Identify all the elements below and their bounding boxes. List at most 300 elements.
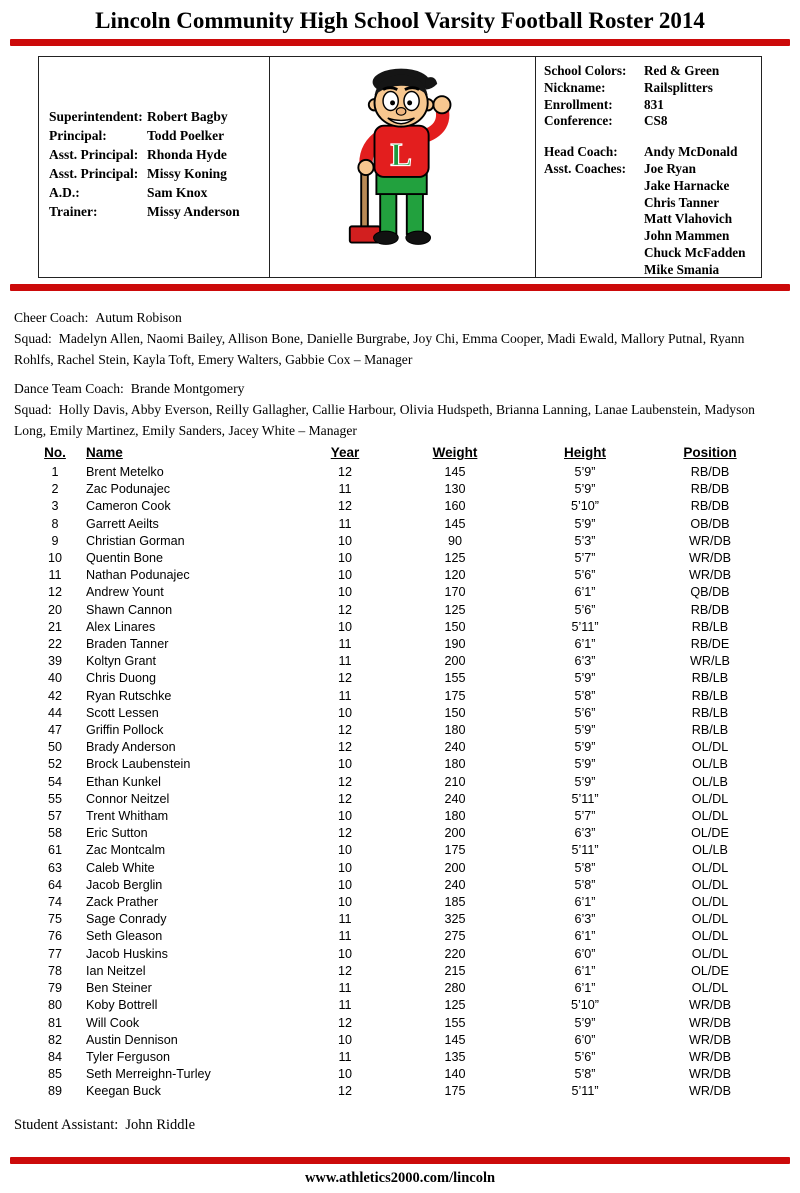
roster-cell: 140 <box>444 1067 466 1082</box>
table-row <box>30 498 800 515</box>
roster-cell: 135 <box>444 1049 466 1064</box>
roster-cell: 47 <box>47 723 62 738</box>
roster-cell: RB/DB <box>690 482 730 497</box>
info-row <box>544 97 759 114</box>
staff-row-label: Asst. Principal: <box>49 147 139 162</box>
table-row <box>30 602 800 619</box>
table-row <box>30 705 800 722</box>
staff-row-label: Principal: <box>49 128 107 143</box>
roster-cell: 275 <box>444 929 466 944</box>
table-row <box>30 739 800 756</box>
page-title: Lincoln Community High School Varsity Football Roster 2014 <box>95 8 705 33</box>
roster-cell: 11 <box>338 482 352 497</box>
roster-cell: 10 <box>337 705 352 720</box>
roster-cell: 82 <box>47 1032 62 1047</box>
staff-list <box>39 57 270 277</box>
coach-row-value: Mike Smania <box>644 261 720 277</box>
roster-cell: 5’11” <box>571 1084 599 1099</box>
roster-cell: 6’0” <box>574 946 596 961</box>
roster-header-cell <box>80 443 300 463</box>
roster-cell: 10 <box>337 619 352 634</box>
roster-cell: Chris Duong <box>86 671 156 686</box>
roster-cell: 78 <box>47 963 62 978</box>
roster-cell: RB/LB <box>691 671 729 686</box>
roster-cell: Koltyn Grant <box>86 654 156 669</box>
roster-cell: 10 <box>47 551 62 566</box>
roster-cell: 12 <box>337 723 352 738</box>
roster-cell: 11 <box>338 688 352 703</box>
cheer-section <box>14 307 780 370</box>
roster-cell: 8 <box>51 516 59 531</box>
roster-cell: WR/DB <box>689 551 731 566</box>
roster-cell: 9 <box>51 533 59 548</box>
table-row <box>30 533 800 550</box>
roster-cell: 11 <box>338 1049 352 1064</box>
coach-row <box>544 178 759 195</box>
roster-cell: 5’9” <box>574 516 596 531</box>
roster-cell: 180 <box>444 757 466 772</box>
roster-cell: WR/DB <box>689 568 731 583</box>
coach-row <box>544 161 759 178</box>
roster-cell: 155 <box>444 671 466 686</box>
roster-cell: Ryan Rutschke <box>86 688 172 703</box>
table-row <box>30 808 800 825</box>
roster-cell: Jacob Huskins <box>86 946 168 961</box>
roster-cell: 200 <box>444 654 466 669</box>
table-row <box>30 980 800 997</box>
roster-cell: 11 <box>48 568 62 583</box>
roster-cell: 5’9” <box>574 465 596 479</box>
roster-cell: Scott Lessen <box>86 705 159 720</box>
roster-cell: 10 <box>337 551 352 566</box>
coach-row-label: Head Coach: <box>544 144 618 160</box>
roster-cell: 240 <box>444 791 466 806</box>
roster-cell: 240 <box>444 740 466 755</box>
coach-row-value: John Mammen <box>644 228 730 244</box>
coach-list <box>544 144 759 278</box>
coach-row-value: Chuck McFadden <box>644 244 746 260</box>
roster-cell: OL/LB <box>692 757 728 772</box>
table-row <box>30 619 800 636</box>
table-row <box>30 1066 800 1083</box>
roster-cell: 5’7” <box>574 551 596 566</box>
table-row <box>30 550 800 567</box>
roster-cell: 6’1” <box>574 585 596 600</box>
table-row <box>30 997 800 1014</box>
roster-cell: Quentin Bone <box>86 551 164 566</box>
school-info-cell <box>536 57 761 277</box>
roster-cell: OL/DL <box>691 877 729 892</box>
roster-cell: 84 <box>47 1049 62 1064</box>
roster-cell: OB/DB <box>690 516 730 531</box>
roster-cell: 22 <box>47 637 62 652</box>
roster-cell: 125 <box>444 998 466 1013</box>
roster-cell: 5’8” <box>574 1067 596 1082</box>
table-row <box>30 1015 800 1032</box>
roster-cell: WR/DB <box>689 1084 731 1099</box>
roster-cell: Brady Anderson <box>86 740 176 755</box>
roster-cell: 80 <box>47 998 62 1013</box>
roster-cell: 10 <box>337 946 352 961</box>
roster-cell: OL/LB <box>692 843 728 858</box>
info-row-label: Enrollment: <box>544 96 613 112</box>
roster-cell: 44 <box>47 705 62 720</box>
roster-cell: 10 <box>337 1067 352 1082</box>
roster-cell: 5’11” <box>571 843 599 858</box>
roster-cell: 6’1” <box>574 929 596 944</box>
table-row <box>30 911 800 928</box>
roster-cell: 5’3” <box>574 533 596 548</box>
roster-cell: OL/DL <box>691 809 729 824</box>
roster-cell: 6’1” <box>574 981 596 996</box>
roster-cell: 58 <box>47 826 62 841</box>
dance-squad-names: Holly Davis, Abby Everson, Reilly Gallagher, Callie Harbour, Olivia Hudspeth, Brianna Lanning, Lanae Laubenstein, Madyson Long, Emily Martinez, Emily Sanders, Jacey White – Manager <box>14 402 755 438</box>
roster-cell: OL/DL <box>691 791 729 806</box>
cheer-squad-names: Madelyn Allen, Naomi Bailey, Allison Bone, Danielle Burgrabe, Joy Chi, Emma Cooper, Madi Ewald, Mallory Putnal, Ryann Rohlfs, Rachel Stein, Kayla Toft, Emery Walters, Gabbie Cox – Manager <box>14 331 745 367</box>
roster-cell: 12 <box>337 671 352 686</box>
info-row-value: Railsplitters <box>644 79 713 95</box>
mascot-image <box>327 63 479 271</box>
staff-row <box>49 107 265 126</box>
table-row <box>30 670 800 687</box>
roster-cell: 5’11” <box>571 619 599 634</box>
roster-cell: WR/DB <box>689 1032 731 1047</box>
table-row <box>30 1049 800 1066</box>
roster-cell: 150 <box>444 619 466 634</box>
roster-cell: 10 <box>337 895 352 910</box>
table-row <box>30 636 800 653</box>
roster-cell: Garrett Aeilts <box>86 516 159 531</box>
roster-cell: RB/LB <box>691 688 729 703</box>
roster-cell: 325 <box>444 912 466 927</box>
staff-row-label: A.D.: <box>49 185 80 200</box>
student-assistant-label: Student Assistant: <box>14 1116 119 1133</box>
cheer-coach-label: Cheer Coach: <box>14 310 89 325</box>
roster-cell: 12 <box>47 585 62 600</box>
roster-cell: 120 <box>444 568 466 583</box>
roster-cell: 5’9” <box>574 723 596 738</box>
roster-cell: Zac Montcalm <box>86 843 166 858</box>
roster-cell: 6’1” <box>574 963 596 978</box>
roster-cell: 10 <box>337 843 352 858</box>
roster-cell: 170 <box>444 585 466 600</box>
roster-cell: Keegan Buck <box>86 1084 161 1099</box>
roster-cell: OL/LB <box>692 774 728 789</box>
coach-row <box>544 262 759 279</box>
roster-cell: OL/DL <box>691 912 729 927</box>
table-row <box>30 946 800 963</box>
cheer-squad-line <box>14 328 780 370</box>
roster-cell: 5’9” <box>574 757 596 772</box>
roster-cell: OL/DE <box>691 963 729 978</box>
table-row <box>30 842 800 859</box>
coach-row-label <box>544 178 644 195</box>
roster-cell: 200 <box>444 826 466 841</box>
roster-cell: RB/LB <box>691 619 729 634</box>
roster-cell: Seth Merreighn-Turley <box>86 1067 211 1082</box>
roster-table <box>30 443 800 1101</box>
table-row <box>30 1032 800 1049</box>
table-row <box>30 1083 800 1100</box>
coach-row-value: Chris Tanner <box>644 194 720 210</box>
staff-row-value: Todd Poelker <box>147 128 225 143</box>
info-row-label: Nickname: <box>544 79 606 95</box>
dance-coach-name: Brande Montgomery <box>130 381 245 396</box>
dance-section <box>14 378 780 441</box>
roster-cell: 11 <box>338 654 352 669</box>
roster-header-cell <box>300 443 390 463</box>
roster-cell: 11 <box>338 516 352 531</box>
roster-cell: 10 <box>337 1032 352 1047</box>
roster-cell: OL/DL <box>691 929 729 944</box>
roster-cell: 5’10” <box>570 998 599 1013</box>
roster-cell: 12 <box>337 826 352 841</box>
roster-header-label: No. <box>44 445 66 460</box>
roster-cell: 150 <box>444 705 466 720</box>
roster-cell: RB/DB <box>690 499 730 514</box>
roster-header-label: Position <box>683 445 737 460</box>
roster-cell: 185 <box>444 895 466 910</box>
info-row-value: CS8 <box>644 113 668 129</box>
coach-row-label <box>544 245 644 262</box>
roster-cell: 125 <box>444 551 466 566</box>
roster-cell: 74 <box>47 895 62 910</box>
roster-cell: Griffin Pollock <box>86 723 164 738</box>
roster-cell: Ethan Kunkel <box>86 774 161 789</box>
roster-cell: 6’3” <box>574 912 596 927</box>
footer-url: www.athletics2000.com/lincoln <box>304 1169 496 1186</box>
staff-row <box>49 145 265 164</box>
roster-cell: 11 <box>338 981 352 996</box>
roster-cell: 10 <box>337 568 352 583</box>
school-info-list <box>544 63 759 130</box>
roster-cell: 10 <box>337 877 352 892</box>
roster-header-cell <box>30 443 80 463</box>
staff-row-label: Trainer: <box>49 204 98 219</box>
roster-header-label: Weight <box>432 445 478 460</box>
roster-cell: 12 <box>337 774 352 789</box>
roster-cell: 5’7” <box>574 809 596 824</box>
roster-cell: 5’9” <box>574 740 596 755</box>
roster-cell: 12 <box>337 963 352 978</box>
table-row <box>30 756 800 773</box>
roster-cell: 5’11” <box>571 791 599 806</box>
roster-cell: Zac Podunajec <box>86 482 171 497</box>
roster-cell: 57 <box>47 809 62 824</box>
info-row-value: Red & Green <box>644 63 720 78</box>
roster-cell: 81 <box>47 1015 62 1030</box>
divider-top <box>10 39 790 46</box>
divider-mid <box>10 284 790 291</box>
roster-cell: 11 <box>338 998 352 1013</box>
roster-cell: 6’1” <box>574 895 596 910</box>
roster-cell: WR/DB <box>689 998 731 1013</box>
coach-row <box>544 228 759 245</box>
coach-row-label <box>544 228 644 245</box>
roster-cell: Sage Conrady <box>86 912 167 927</box>
mascot-cell <box>270 57 536 277</box>
roster-header-cell <box>520 443 650 463</box>
roster-cell: 180 <box>444 809 466 824</box>
roster-header-label: Name <box>86 445 123 460</box>
roster-cell: 240 <box>444 877 466 892</box>
roster-header-cell <box>390 443 520 463</box>
roster-cell: 5’9” <box>574 671 596 686</box>
roster-cell: OL/DL <box>691 946 729 961</box>
roster-cell: 12 <box>337 499 352 514</box>
divider-bottom <box>10 1157 790 1164</box>
coach-row-value: Joe Ryan <box>644 160 696 176</box>
roster-cell: OL/DL <box>691 740 729 755</box>
roster-cell: Alex Linares <box>86 619 156 634</box>
table-row <box>30 860 800 877</box>
roster-cell: 2 <box>51 482 59 497</box>
info-row-value: 831 <box>644 96 664 112</box>
roster-cell: Austin Dennison <box>86 1032 178 1047</box>
coach-row-value: Andy McDonald <box>644 144 738 160</box>
roster-cell: 61 <box>47 843 62 858</box>
roster-cell: 6’3” <box>574 826 596 841</box>
roster-cell: QB/DB <box>690 585 730 600</box>
roster-cell: 42 <box>47 688 62 703</box>
mascot-letter: L <box>389 136 412 173</box>
roster-cell: OL/DE <box>691 826 729 841</box>
roster-cell: 79 <box>47 981 62 996</box>
roster-cell: 5’10” <box>570 499 599 514</box>
roster-cell: Ben Steiner <box>86 981 152 996</box>
roster-cell: 64 <box>47 877 62 892</box>
table-row <box>30 774 800 791</box>
roster-cell: 54 <box>47 774 62 789</box>
roster-cell: 145 <box>444 1032 466 1047</box>
roster-cell: 12 <box>337 602 352 617</box>
info-row <box>544 80 759 97</box>
table-row <box>30 877 800 894</box>
table-row <box>30 481 800 498</box>
roster-cell: Braden Tanner <box>86 637 169 652</box>
table-row <box>30 688 800 705</box>
roster-cell: Eric Sutton <box>86 826 148 841</box>
roster-cell: Andrew Yount <box>86 585 164 600</box>
table-row <box>30 963 800 980</box>
table-row <box>30 584 800 601</box>
roster-cell: RB/DB <box>690 602 730 617</box>
coach-row-label <box>544 262 644 279</box>
roster-cell: RB/LB <box>691 723 729 738</box>
roster-cell: 52 <box>47 757 62 772</box>
staff-row-label: Superintendent: <box>49 109 143 124</box>
roster-cell: Brent Metelko <box>86 465 164 479</box>
info-row-label: School Colors: <box>544 63 627 78</box>
roster-cell: 5’9” <box>574 482 596 497</box>
roster-cell: 10 <box>337 860 352 875</box>
roster-cell: 5’8” <box>574 877 596 892</box>
roster-cell: 3 <box>51 499 59 514</box>
table-row <box>30 722 800 739</box>
roster-cell: OL/DL <box>691 981 729 996</box>
roster-cell: 20 <box>47 602 62 617</box>
staff-row <box>49 164 265 183</box>
roster-cell: 55 <box>47 791 62 806</box>
roster-cell: Trent Whitham <box>86 809 169 824</box>
roster-cell: Ian Neitzel <box>86 963 146 978</box>
staff-row-value: Sam Knox <box>147 185 208 200</box>
cheer-coach-name: Autum Robison <box>95 310 182 325</box>
spacer <box>544 130 759 144</box>
roster-cell: Cameron Cook <box>86 499 171 514</box>
roster-cell: Zack Prather <box>86 895 159 910</box>
roster-cell: 89 <box>47 1084 62 1099</box>
table-row <box>30 464 800 481</box>
table-row <box>30 567 800 584</box>
roster-cell: OL/DL <box>691 860 729 875</box>
info-row-label: Conference: <box>544 113 613 129</box>
dance-coach-label: Dance Team Coach: <box>14 381 124 396</box>
roster-cell: 5’6” <box>574 568 596 583</box>
dance-squad-line <box>14 399 780 441</box>
roster-cell: 130 <box>444 482 466 497</box>
roster-cell: 77 <box>47 946 62 961</box>
roster-cell: 210 <box>444 774 466 789</box>
dance-squad-label: Squad: <box>14 402 52 417</box>
roster-cell: 5’6” <box>574 705 596 720</box>
dance-coach-line <box>14 378 780 399</box>
roster-cell: Nathan Podunajec <box>86 568 190 583</box>
coach-row <box>544 211 759 228</box>
staff-row <box>49 202 265 221</box>
roster-cell: 5’8” <box>574 860 596 875</box>
roster-cell: 5’6” <box>574 1049 596 1064</box>
roster-cell: 63 <box>47 860 62 875</box>
roster-header-cell <box>650 443 770 463</box>
roster-body <box>30 464 800 1101</box>
roster-cell: 76 <box>47 929 62 944</box>
roster-cell: 39 <box>47 654 62 669</box>
roster-cell: 175 <box>444 688 466 703</box>
info-row <box>544 113 759 130</box>
roster-cell: 145 <box>444 465 466 479</box>
roster-cell: RB/LB <box>691 705 729 720</box>
roster-cell: 6’0” <box>574 1032 596 1047</box>
roster-cell: 12 <box>337 740 352 755</box>
roster-cell: 6’3” <box>574 654 596 669</box>
cheer-coach-line <box>14 307 780 328</box>
roster-header-label: Year <box>330 445 360 460</box>
roster-header <box>30 443 800 463</box>
staff-row-label: Asst. Principal: <box>49 166 139 181</box>
roster-cell: Brock Laubenstein <box>86 757 191 772</box>
staff-row-value: Robert Bagby <box>147 109 228 124</box>
roster-cell: Shawn Cannon <box>86 602 173 617</box>
roster-cell: WR/DB <box>689 533 731 548</box>
staff-row <box>49 183 265 202</box>
roster-cell: 5’9” <box>574 774 596 789</box>
roster-cell: 11 <box>338 929 352 944</box>
roster-cell: WR/DB <box>689 1049 731 1064</box>
roster-cell: 175 <box>444 1084 466 1099</box>
table-row <box>30 928 800 945</box>
staff-row-value: Rhonda Hyde <box>147 147 227 162</box>
roster-cell: 12 <box>337 791 352 806</box>
student-assistant-name: John Riddle <box>125 1116 196 1133</box>
roster-cell: 11 <box>338 912 352 927</box>
roster-header-label: Height <box>564 445 606 460</box>
roster-cell: 5’8” <box>574 688 596 703</box>
roster-cell: 10 <box>337 809 352 824</box>
roster-cell: 220 <box>444 946 466 961</box>
roster-cell: 5’6” <box>574 602 596 617</box>
info-box <box>38 56 762 278</box>
